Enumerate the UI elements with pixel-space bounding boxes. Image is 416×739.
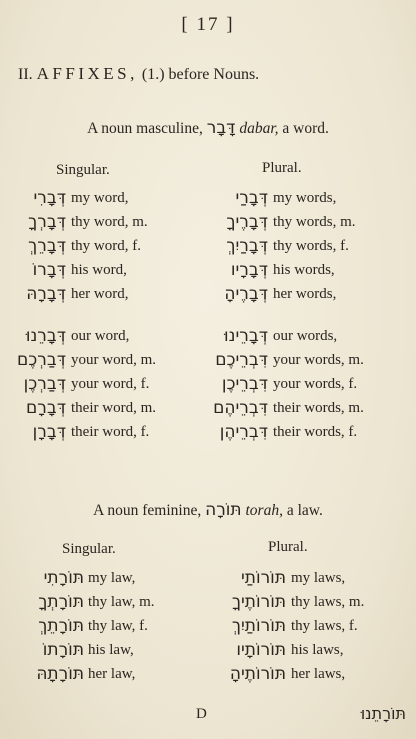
section-heading: AFFIXES, <box>36 64 138 83</box>
hebrew-form: דְּבָרוֹ <box>32 260 66 280</box>
section-numeral: II. <box>18 66 33 83</box>
english-gloss: his word, <box>71 262 127 278</box>
paradigm-row <box>208 568 416 590</box>
paradigm-row <box>0 326 208 348</box>
section-subtitle: (1.) before Nouns. <box>141 66 260 83</box>
english-gloss: their words, f. <box>273 424 358 440</box>
feminine-hebrew: תּוֹרָה <box>205 500 242 520</box>
paradigm-row <box>208 284 416 306</box>
hebrew-form: תּוֹרָתָהּ <box>36 664 84 684</box>
english-gloss: his words, <box>273 262 335 278</box>
masculine-intro: A noun masculine, <box>87 120 203 137</box>
paradigm-row <box>0 284 208 306</box>
hebrew-form: דְּבָרֵנוּ <box>25 326 66 346</box>
masculine-translit: dabar, <box>239 120 279 137</box>
paradigm-row <box>208 616 416 638</box>
paradigm-row <box>208 592 416 614</box>
english-gloss: thy word, f. <box>71 238 141 254</box>
english-gloss: their words, m. <box>273 400 364 416</box>
english-gloss: his law, <box>88 642 134 658</box>
paradigm-row <box>0 398 208 420</box>
hebrew-form: דְּבָרַי <box>235 188 268 208</box>
hebrew-form: תּוֹרָתִי <box>43 568 84 588</box>
english-gloss: thy law, f. <box>88 618 148 634</box>
hebrew-form: תּוֹרָתֵךְ <box>38 616 84 636</box>
hebrew-form: תּוֹרוֹתַי <box>240 568 286 588</box>
paradigm-row <box>0 212 208 234</box>
paradigm-row <box>208 260 416 282</box>
english-gloss: our words, <box>273 328 338 344</box>
paradigm-row <box>0 374 208 396</box>
masculine-singular-heading: Singular. <box>56 162 110 178</box>
hebrew-form: דְּבָרֵינוּ <box>224 326 268 346</box>
paradigm-row <box>208 212 416 234</box>
hebrew-form: דְּבָרָן <box>32 422 66 442</box>
english-gloss: my words, <box>273 190 337 206</box>
paradigm-row <box>0 568 208 590</box>
paradigm-row <box>0 422 208 444</box>
hebrew-form: דְּבָרֵךְ <box>28 236 66 256</box>
feminine-noun-line <box>0 500 416 520</box>
hebrew-form: תּוֹרוֹתֶיהָ <box>229 664 286 684</box>
hebrew-form: תּוֹרָתוֹ <box>42 640 84 660</box>
english-gloss: her laws, <box>291 666 346 682</box>
feminine-plural-heading: Plural. <box>268 539 308 555</box>
hebrew-form: דְּבָרְךָ <box>28 212 66 232</box>
english-gloss: your words, f. <box>273 376 358 392</box>
english-gloss: thy laws, f. <box>291 618 358 634</box>
paradigm-row <box>208 188 416 210</box>
hebrew-form: דְּבָרָיו <box>230 260 268 280</box>
hebrew-form: דְּבָרָם <box>26 398 66 418</box>
english-gloss: their word, m. <box>71 400 156 416</box>
hebrew-form: דְּבַרְכֶן <box>23 374 66 394</box>
masculine-hebrew: דָּבָר <box>206 118 236 138</box>
feminine-meaning: a law. <box>286 502 323 519</box>
english-gloss: thy words, f. <box>273 238 349 254</box>
english-gloss: your words, m. <box>273 352 364 368</box>
english-gloss: thy word, m. <box>71 214 148 230</box>
hebrew-form: דְּבָרָהּ <box>26 284 66 304</box>
hebrew-form: דִּבְרֵיכֶם <box>215 350 268 370</box>
section-title <box>18 64 408 84</box>
paradigm-row <box>208 640 416 662</box>
catchword: תּוֹרָתֵנוּ <box>360 704 406 723</box>
paradigm-row <box>208 422 416 444</box>
paradigm-row <box>0 640 208 662</box>
page-number: [ 17 ] <box>181 14 235 35</box>
masculine-noun-line <box>0 118 416 138</box>
signature-mark: D <box>196 706 207 722</box>
paradigm-row <box>208 664 416 686</box>
paradigm-row <box>208 350 416 372</box>
hebrew-form: תּוֹרוֹתֶיךָ <box>231 592 286 612</box>
hebrew-form: תּוֹרָתְךָ <box>38 592 84 612</box>
paradigm-row <box>0 592 208 614</box>
feminine-singular-heading: Singular. <box>62 541 116 557</box>
hebrew-form: תּוֹרוֹתָיו <box>236 640 286 660</box>
hebrew-form: דִּבְרֵיהֶם <box>213 398 268 418</box>
english-gloss: our word, <box>71 328 130 344</box>
paradigm-row <box>208 398 416 420</box>
english-gloss: my laws, <box>291 570 346 586</box>
hebrew-form: דְּבַרְכֶם <box>17 350 66 370</box>
paradigm-row <box>0 616 208 638</box>
english-gloss: her word, <box>71 286 129 302</box>
hebrew-form: תּוֹרוֹתַיִךְ <box>231 616 286 636</box>
hebrew-form: דְּבָרֶיךָ <box>226 212 268 232</box>
english-gloss: her law, <box>88 666 136 682</box>
paradigm-row <box>0 188 208 210</box>
english-gloss: my word, <box>71 190 129 206</box>
hebrew-form: דְּבָרִי <box>33 188 66 208</box>
paradigm-row <box>208 326 416 348</box>
masculine-meaning: a word. <box>282 120 329 137</box>
english-gloss: their word, f. <box>71 424 150 440</box>
english-gloss: your word, m. <box>71 352 156 368</box>
hebrew-form: דִּבְרֵיהֶן <box>219 422 268 442</box>
english-gloss: thy words, m. <box>273 214 356 230</box>
paradigm-row <box>0 260 208 282</box>
english-gloss: thy law, m. <box>88 594 155 610</box>
paradigm-row <box>0 236 208 258</box>
english-gloss: your word, f. <box>71 376 150 392</box>
hebrew-form: דִּבְרֵיכֶן <box>221 374 268 394</box>
hebrew-form: דְּבָרֶיהָ <box>224 284 268 304</box>
masculine-plural-heading: Plural. <box>262 160 302 176</box>
feminine-intro: A noun feminine, <box>93 502 202 519</box>
english-gloss: my law, <box>88 570 136 586</box>
paradigm-row <box>208 236 416 258</box>
feminine-translit: torah, <box>245 502 283 519</box>
paradigm-row <box>0 350 208 372</box>
hebrew-form: דְּבָרַיִךְ <box>226 236 268 256</box>
paradigm-row <box>0 664 208 686</box>
english-gloss: his laws, <box>291 642 344 658</box>
english-gloss: thy laws, m. <box>291 594 365 610</box>
english-gloss: her words, <box>273 286 337 302</box>
paradigm-row <box>208 374 416 396</box>
